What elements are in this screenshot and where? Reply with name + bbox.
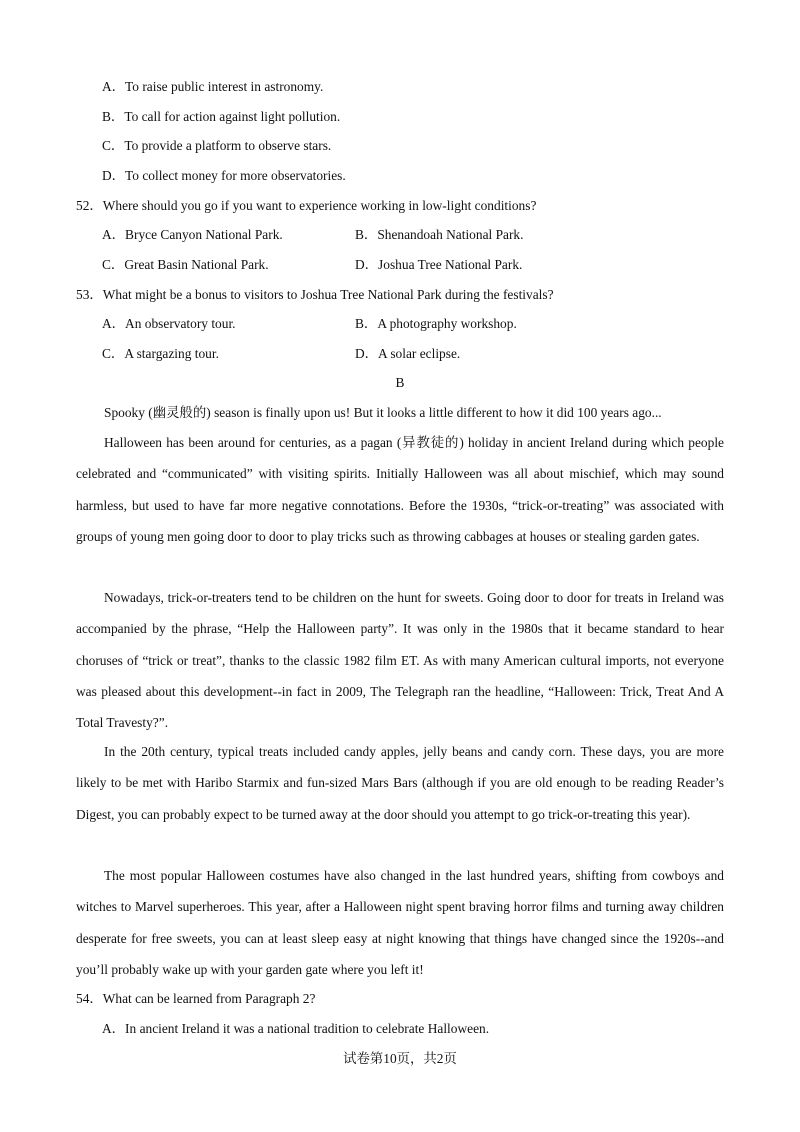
- page-footer: 试卷第10页，共2页: [343, 1051, 457, 1066]
- passage-paragraph-3: Nowadays, trick-or-treaters tend to be children on the hunt for sweets. Going door to door for treats in Ireland was accompanied by the phrase, “Help the Halloween party”. It was only in the 1980s that it became standard to hear choruses of “trick or treat”, thanks to the classic 1982 film ET. As with many American cultural imports, not everyone was pleased about this development--in fact in 2009, The Telegraph ran the headline, “Halloween: Trick, Treat And A Total Travesty?”.: [76, 590, 724, 731]
- passage-paragraph-1: Spooky (幽灵般的) season is finally upon us! But it looks a little different to how it did 100 years ago...: [104, 405, 662, 420]
- q52-option-a: A．Bryce Canyon National Park.: [102, 227, 283, 242]
- section-label: B: [395, 375, 405, 390]
- q51-option-b: B．To call for action against light pollution.: [102, 109, 341, 124]
- q53-option-c: C．A stargazing tour.: [102, 346, 219, 361]
- q53-option-d: D．A solar eclipse.: [355, 346, 461, 361]
- q51-option-c: C．To provide a platform to observe stars.: [102, 138, 332, 153]
- q54-stem: 54．What can be learned from Paragraph 2?: [76, 991, 316, 1006]
- q52-stem: 52．Where should you go if you want to experience working in low-light conditions?: [76, 198, 537, 213]
- q53-option-a: A．An observatory tour.: [102, 316, 236, 331]
- q54-option-a: A．In ancient Ireland it was a national tradition to celebrate Halloween.: [102, 1021, 490, 1036]
- q51-option-a: A．To raise public interest in astronomy.: [102, 79, 324, 94]
- passage-paragraph-2: Halloween has been around for centuries, as a pagan (异教徒的) holiday in ancient Ireland during which people celebrated and “communicated” with visiting spirits. Initially Halloween was all about mischief, which may sound harmless, but used to have far more negative connotations. Before the 1930s, “trick-or-treating” was associated with groups of young men going door to door to play tricks such as throwing cabbages at houses or stealing garden gates.: [76, 435, 724, 544]
- q53-stem: 53．What might be a bonus to visitors to Joshua Tree National Park during the festivals?: [76, 287, 554, 302]
- passage-paragraph-5: The most popular Halloween costumes have also changed in the last hundred years, shifting from cowboys and witches to Marvel superheroes. This year, after a Halloween night spent braving horror films and turning away children desperate for free sweets, you can at least sleep easy at night knowing that things have changed since the 1920s--and you’ll probably wake up with your garden gate where you left it!: [76, 868, 724, 977]
- q51-option-d: D．To collect money for more observatories.: [102, 168, 346, 183]
- q53-option-b: B．A photography workshop.: [355, 316, 517, 331]
- q52-option-c: C．Great Basin National Park.: [102, 257, 269, 272]
- q52-option-b: B．Shenandoah National Park.: [355, 227, 524, 242]
- q52-option-d: D．Joshua Tree National Park.: [355, 257, 523, 272]
- passage-paragraph-4: In the 20th century, typical treats included candy apples, jelly beans and candy corn. These days, you are more likely to be met with Haribo Starmix and fun-sized Mars Bars (although if you are old enough to be reading Reader’s Digest, you can probably expect to be turned away at the door should you attempt to go trick-or-treating this year).: [76, 744, 724, 822]
